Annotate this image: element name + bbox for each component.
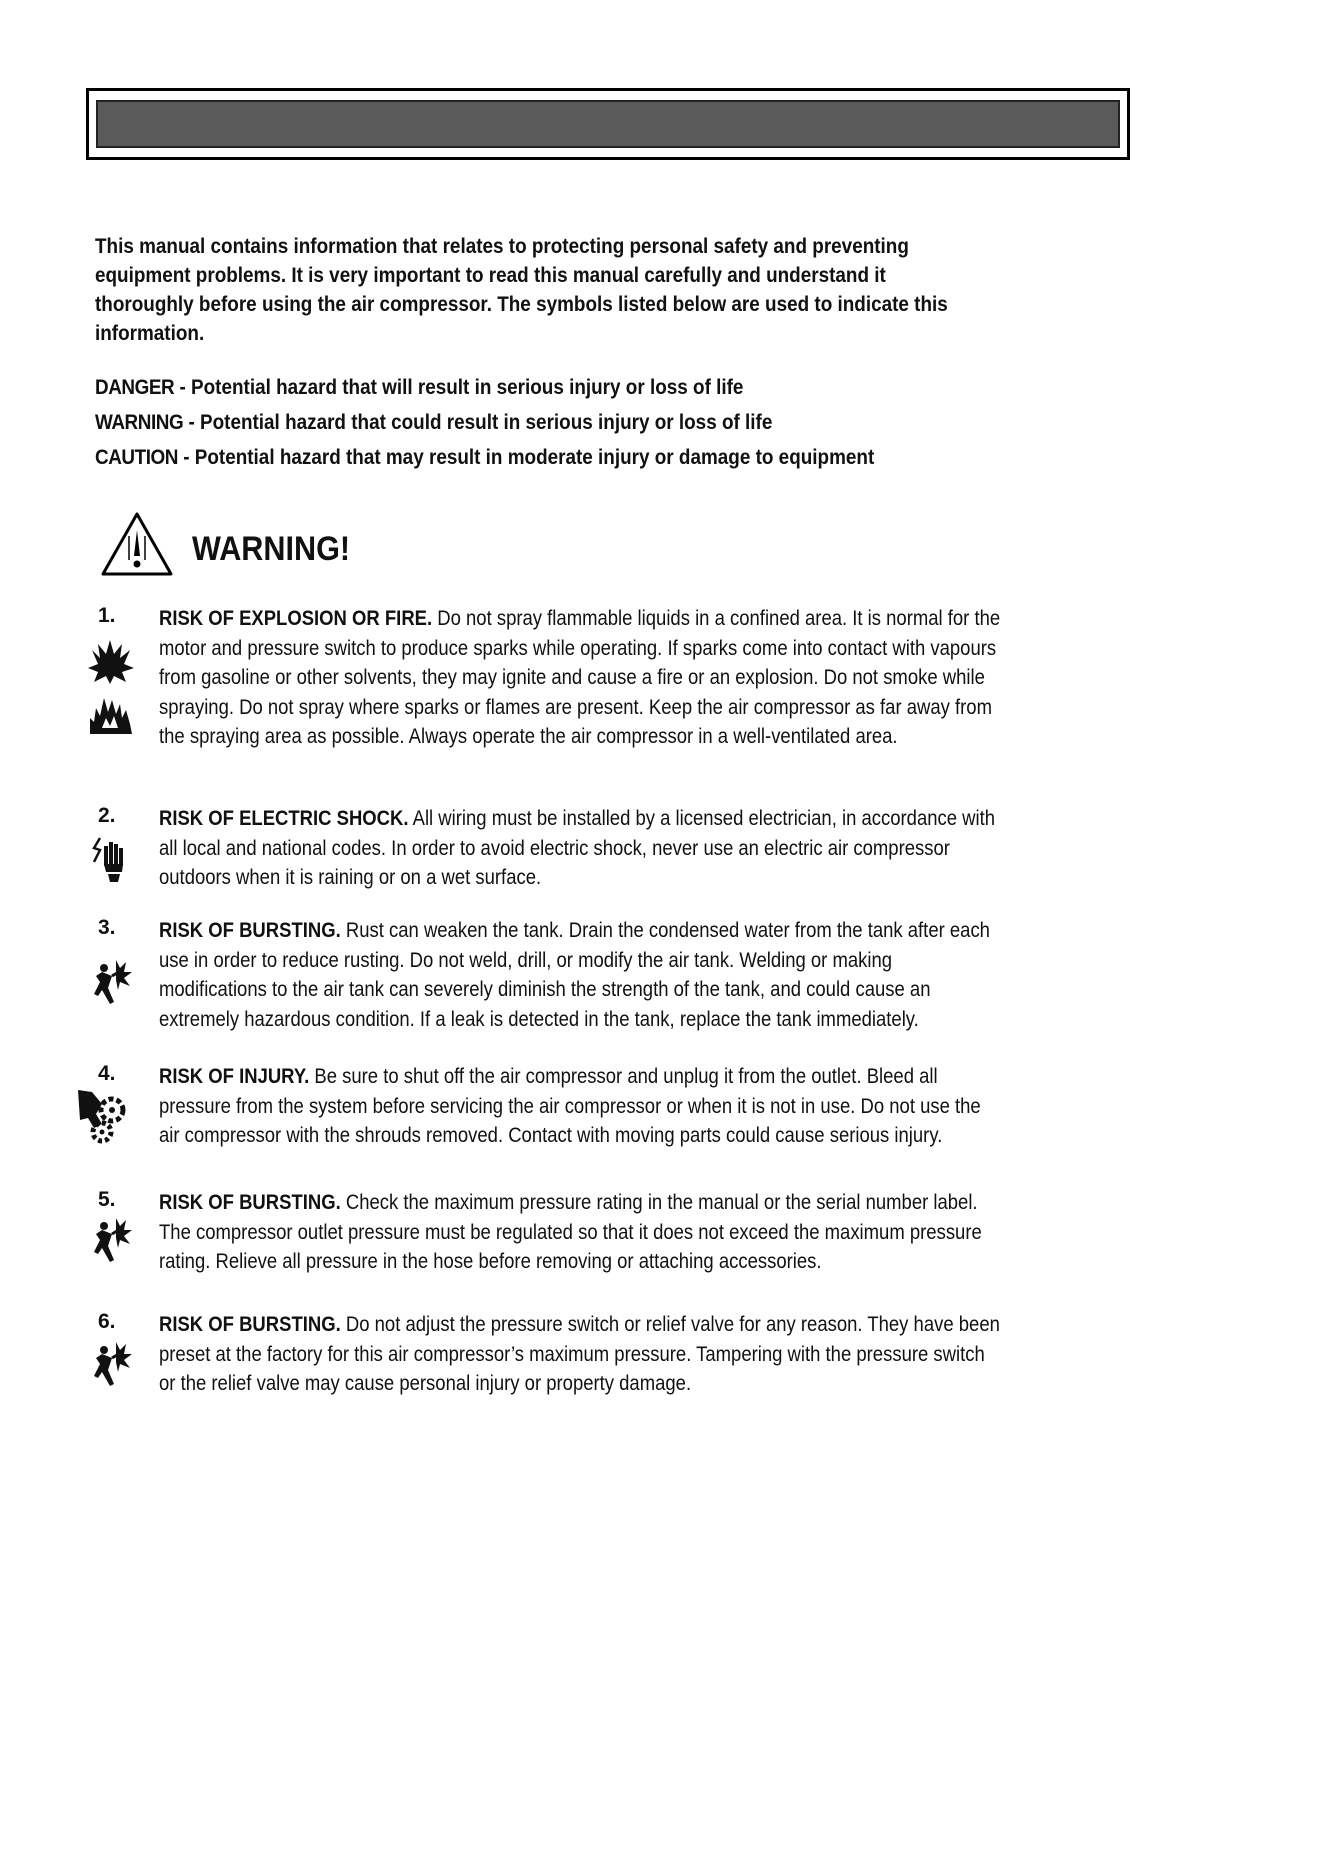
item-body: Rust can weaken the tank. Drain the condensed water from the tank after each use in order to reduce rusting. Do not weld, drill, or modify the air tank. Welding or making modifications to the air tank can severely diminish the strength of the tank, and could cause an extremely hazardous condition. If a leak is detected in the tank, replace the tank immediately.	[159, 919, 990, 1031]
definition-warning: WARNING - Potential hazard that could result in serious injury or loss of life	[95, 411, 773, 434]
definition-caution: CAUTION - Potential hazard that may result in moderate injury or damage to equipment	[95, 446, 875, 469]
explosion-fire-icon	[86, 638, 136, 736]
item-lead: RISK OF EXPLOSION OR FIRE.	[159, 607, 433, 630]
definition-danger: DANGER - Potential hazard that will result in serious injury or loss of life	[95, 376, 744, 399]
definition-term: CAUTION	[95, 446, 178, 469]
definition-term: DANGER	[95, 376, 175, 399]
warning-title: WARNING!	[192, 530, 351, 568]
definition-text: Potential hazard that could result in serious injury or loss of life	[200, 411, 773, 434]
item-text	[159, 1310, 1004, 1399]
item-number: 2.	[98, 804, 116, 827]
definition-term: WARNING	[95, 411, 184, 434]
item-lead: RISK OF INJURY.	[159, 1065, 310, 1088]
item-lead: RISK OF ELECTRIC SHOCK.	[159, 807, 409, 830]
item-text	[159, 604, 1004, 752]
electric-shock-icon	[92, 836, 128, 884]
bursting-icon	[92, 1340, 132, 1388]
section-header-box	[86, 88, 1130, 160]
item-text	[159, 804, 1004, 893]
item-body: All wiring must be installed by a licensed electrician, in accordance with all local and national codes. In order to avoid electric shock, never use an electric air compressor outdoors when it is raining or on a wet surface.	[159, 807, 996, 889]
item-number: 6.	[98, 1310, 116, 1333]
item-body: Do not spray flammable liquids in a confined area. It is normal for the motor and pressure switch to produce sparks while operating. If sparks come into contact with vapours from gasoline or other solvents, they may ignite and cause a fire or an explosion. Do not smoke while spraying. Do not spray where sparks or flames are present. Keep the air compressor as far away from the spraying area as possible. Always operate the air compressor in a well-ventilated area.	[159, 607, 1001, 748]
item-number: 5.	[98, 1188, 116, 1211]
item-number: 3.	[98, 916, 116, 939]
definition-text: Potential hazard that may result in moderate injury or damage to equipment	[194, 446, 875, 469]
item-text	[159, 1188, 1004, 1277]
item-text	[159, 916, 1004, 1034]
item-body: Be sure to shut off the air compressor and unplug it from the outlet. Bleed all pressure from the system before servicing the air compressor or when it is not in use. Do not use the air compressor with the shrouds removed. Contact with moving parts could cause serious injury.	[159, 1065, 981, 1147]
item-lead: RISK OF BURSTING.	[159, 1191, 341, 1214]
bursting-icon	[92, 958, 132, 1006]
item-body: Do not adjust the pressure switch or relief valve for any reason. They have been preset at the factory for this air compressor’s maximum pressure. Tampering with the pressure switch or the relief valve may cause personal injury or property damage.	[159, 1313, 1000, 1395]
intro-paragraph: This manual contains information that relates to protecting personal safety and preventing equipment problems. It is very important to read this manual carefully and understand it thoroughly before using the air compressor. The symbols listed below are used to indicate this information.	[95, 235, 948, 345]
bursting-icon	[92, 1216, 132, 1264]
warning-triangle-icon	[100, 510, 174, 578]
item-lead: RISK OF BURSTING.	[159, 919, 341, 942]
item-lead: RISK OF BURSTING.	[159, 1313, 341, 1336]
item-number: 4.	[98, 1062, 116, 1085]
item-text	[159, 1062, 1004, 1151]
moving-parts-icon	[76, 1088, 132, 1146]
hazard-definitions	[95, 374, 1045, 479]
definition-text: Potential hazard that will result in serious injury or loss of life	[191, 376, 744, 399]
item-number: 1.	[98, 604, 116, 627]
section-header-bar	[96, 100, 1120, 148]
item-body: Check the maximum pressure rating in the manual or the serial number label. The compressor outlet pressure must be regulated so that it does not exceed the maximum pressure rating. Relieve all pressure in the hose before removing or attaching accessories.	[159, 1191, 982, 1273]
